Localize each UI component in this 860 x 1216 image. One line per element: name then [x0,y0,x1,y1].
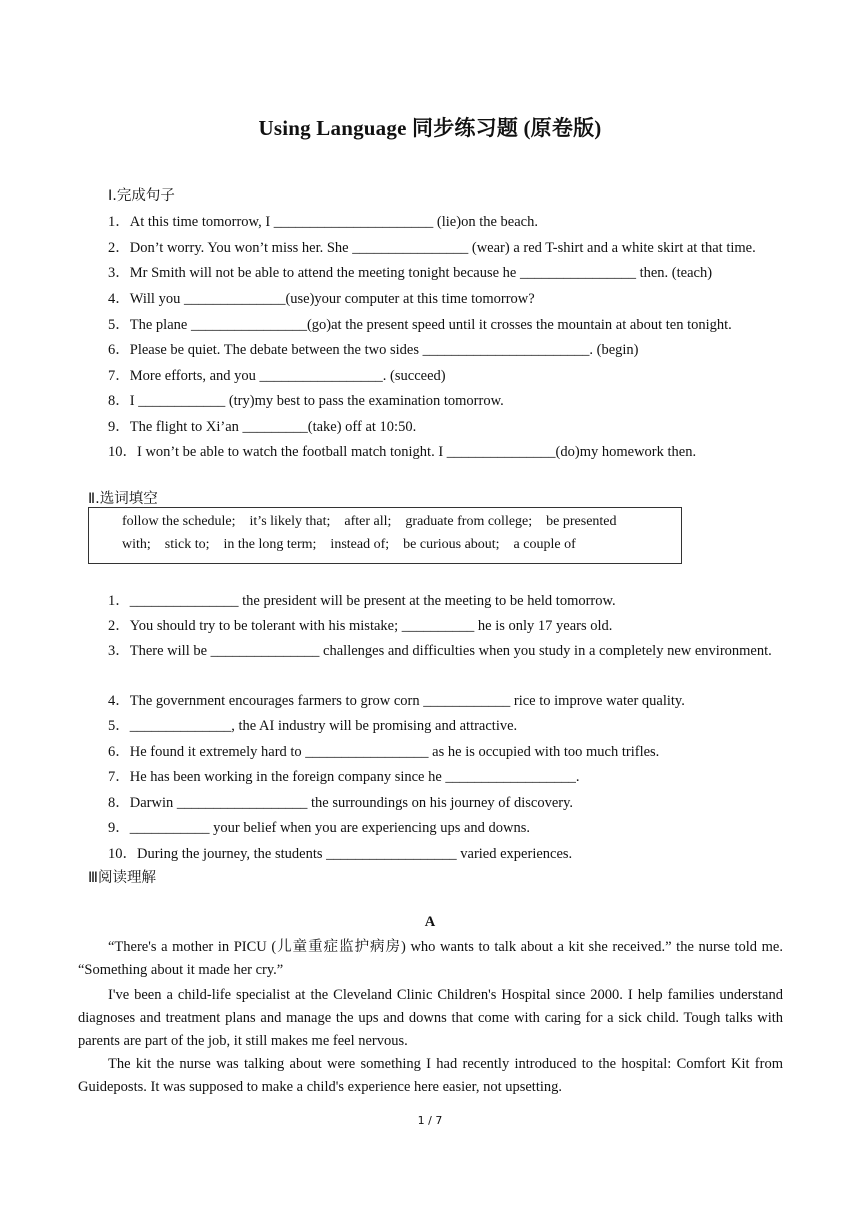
question-line: 8．I ____________ (try)my best to pass the examination tomorrow. [108,393,504,409]
word-bank-line: with; stick to; in the long term; instead of; be curious about; a couple of [122,537,576,552]
question-line: 9．___________ your belief when you are experiencing ups and downs. [108,820,531,836]
section-heading-word-choice: Ⅱ.选词填空 [88,491,158,507]
question-line: 2．You should try to be tolerant with his mistake; __________ he is only 17 years old. [108,618,613,634]
question-line: 8．Darwin __________________ the surroundings on his journey of discovery. [108,795,574,811]
question-line: 4．Will you ______________(use)your computer at this time tomorrow? [108,291,535,307]
question-line: 1．At this time tomorrow, I ______________________ (lie)on the beach. [108,214,538,230]
question-line: 6．He found it extremely hard to _________________ as he is occupied with too much trifles. [108,744,660,760]
page-number: 1 / 7 [417,1114,443,1127]
page-title: Using Language 同步练习题 (原卷版) [258,116,602,140]
question-line: 5．The plane ________________(go)at the present speed until it crosses the mountain at about ten tonight. [108,317,732,333]
question-line: 4．The government encourages farmers to grow corn ____________ rice to improve water quality. [108,693,685,709]
word-bank-line: follow the schedule; it’s likely that; after all; graduate from college; be presented [122,514,617,529]
passage-paragraph: I've been a child-life specialist at the Cleveland Clinic Children's Hospital since 2000. I help families understand diagnoses and treatment plans and manage the ups and downs that come with caring for a sick child. Tough talks with parents are part of the job, it still makes me feel nervous. [78,987,783,1049]
passage-label: A [424,914,436,930]
word-bank-box [88,507,682,564]
section-heading-complete-sentences: I.完成句子 [108,188,175,204]
passage-paragraph: The kit the nurse was talking about were something I had recently introduced to the hospital: Comfort Kit from Guideposts. It was supposed to make a child's experience here easier, not upsetting. [78,1056,783,1095]
question-line: 7．He has been working in the foreign company since he __________________. [108,769,580,785]
question-line: 7．More efforts, and you _________________. (succeed) [108,368,446,384]
question-line: 10．I won’t be able to watch the football match tonight. I _______________(do)my homework then. [108,444,697,460]
question-paragraph: 3．There will be _______________ challenges and difficulties when you study in a completely new environment. [108,643,772,659]
question-line: 5．______________, the AI industry will be promising and attractive. [108,718,518,734]
passage-paragraph: “There's a mother in PICU (儿童重症监护病房) who wants to talk about a kit she received.” the nurse told me. “Something about it made her cry.” [78,939,783,978]
question-line: 10．During the journey, the students __________________ varied experiences. [108,846,573,862]
question-line: 1．_______________ the president will be present at the meeting to be held tomorrow. [108,593,616,609]
question-line: 9．The flight to Xi’an _________(take) off at 10:50. [108,419,417,435]
question-line: 2．Don’t worry. You won’t miss her. She ________________ (wear) a red T-shirt and a white skirt at that time. [108,240,756,256]
question-line: 3．Mr Smith will not be able to attend the meeting tonight because he ________________ then. (teach) [108,265,713,281]
question-line: 6．Please be quiet. The debate between the two sides _______________________. (begin) [108,342,639,358]
section-heading-reading: Ⅲ阅读理解 [88,870,156,886]
